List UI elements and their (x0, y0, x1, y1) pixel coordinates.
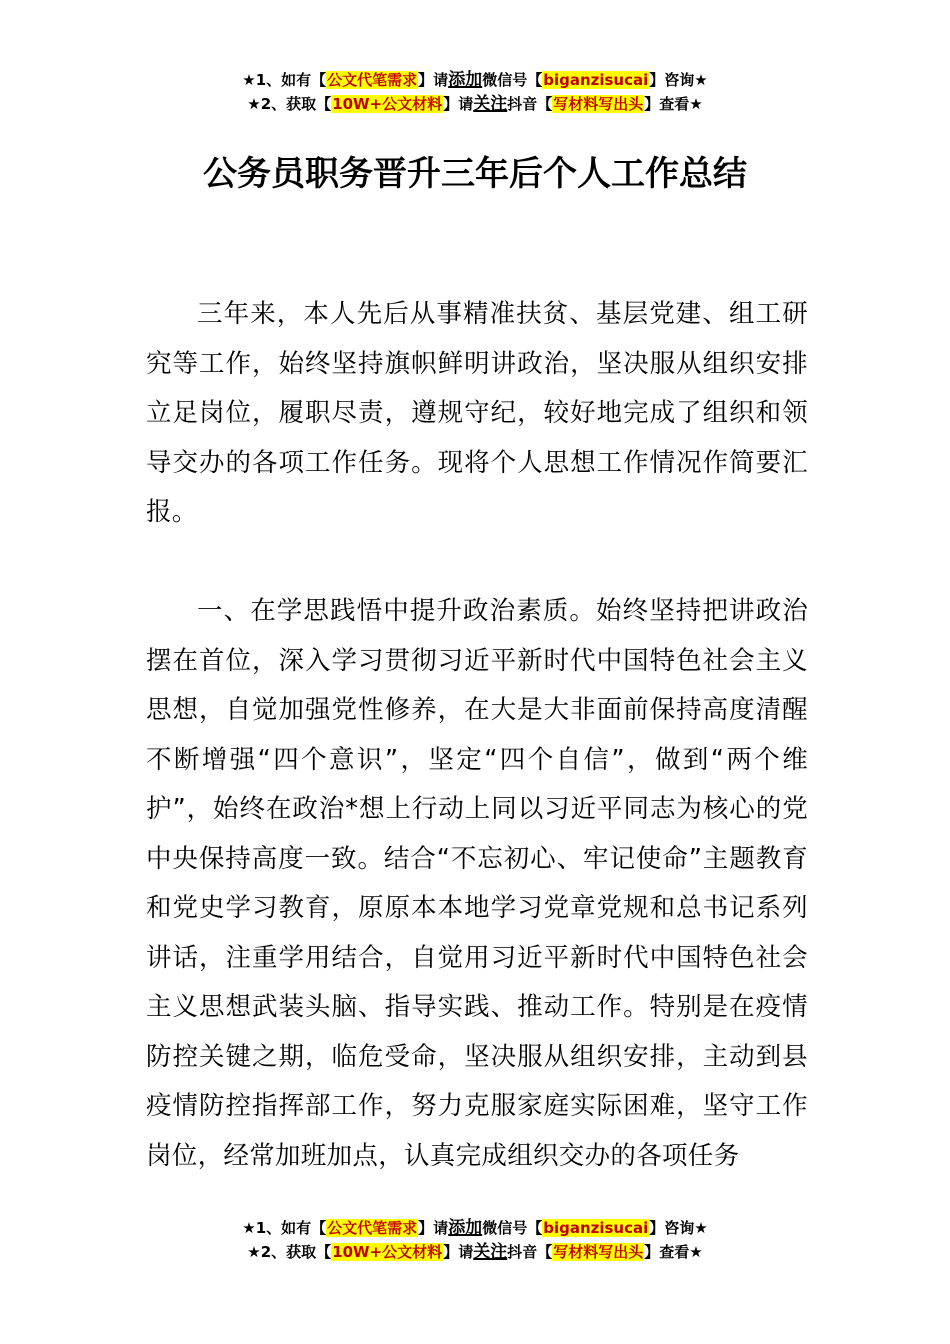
highlight-douyin-account: 写材料写出头 (553, 95, 644, 113)
banner-line-2 (0, 92, 950, 116)
document-title: 公务员职务晋升三年后个人工作总结 (203, 154, 747, 194)
banner-text: ★1、如有【 (242, 71, 327, 89)
highlight-service: 公文代笔需求 (327, 1219, 418, 1237)
banner-text: ★1、如有【 (242, 1219, 327, 1237)
banner-text: 】咨询★ (649, 1219, 708, 1237)
footer-banner (0, 1216, 950, 1264)
emphasis-text: 关注 (473, 94, 508, 114)
banner-text: 微信号【 (482, 1219, 543, 1237)
banner-text: 抖音【 (507, 1243, 553, 1261)
banner-text: 】查看★ (644, 1243, 703, 1261)
banner-line-1 (0, 68, 950, 92)
banner-text: ★2、获取【 (247, 1243, 332, 1261)
highlight-douyin-account: 写材料写出头 (553, 1243, 644, 1261)
paragraph-intro: 三年来，本人先后从事精准扶贫、基层党建、组工研究等工作，始终坚持旗帜鲜明讲政治，坚决服从组织安排立足岗位，履职尽责，遵规守纪，较好地完成了组织和领导交办的各项工作任务。现将个人思想工作情况作简要汇报。 (146, 299, 808, 527)
highlight-wechat-id: biganzisucai (543, 71, 649, 89)
highlight-service: 公文代笔需求 (327, 71, 418, 89)
highlight-wechat-id: biganzisucai (543, 1219, 649, 1237)
banner-text: 】请 (418, 1219, 449, 1237)
banner-text: 抖音【 (507, 95, 553, 113)
banner-text: 】请 (443, 95, 474, 113)
banner-text: 】请 (418, 71, 449, 89)
banner-line-2 (0, 1240, 950, 1264)
banner-text: 】查看★ (644, 95, 703, 113)
paragraph-section-1: 一、在学思践悟中提升政治素质。始终坚持把讲政治摆在首位，深入学习贯彻习近平新时代中国特色社会主义思想，自觉加强党性修养，在大是大非面前保持高度清醒不断增强“四个意识”，坚定“四个自信”，做到“两个维护”，始终在政治*想上行动上同以习近平同志为核心的党中央保持高度一致。结合“不忘初心、牢记使命”主题教育和党史学习教育，原原本本地学习党章党规和总书记系列讲话，注重学用结合，自觉用习近平新时代中国特色社会主义思想武装头脑、指导实践、推动工作。特别是在疫情防控关键之期，临危受命，坚决服从组织安排，主动到县疫情防控指挥部工作，努力克服家庭实际困难，坚守工作岗位，经常加班加点，认真完成组织交办的各项任务 (146, 596, 808, 1171)
emphasis-text: 添加 (448, 70, 483, 90)
banner-text: 微信号【 (482, 71, 543, 89)
emphasis-text: 关注 (473, 1242, 508, 1262)
highlight-materials: 10W+公文材料 (332, 1243, 443, 1261)
header-banner (0, 68, 950, 116)
banner-text: ★2、获取【 (247, 95, 332, 113)
banner-text: 】咨询★ (649, 71, 708, 89)
highlight-materials: 10W+公文材料 (332, 95, 443, 113)
banner-line-1 (0, 1216, 950, 1240)
emphasis-text: 添加 (448, 1218, 483, 1238)
banner-text: 】请 (443, 1243, 474, 1261)
